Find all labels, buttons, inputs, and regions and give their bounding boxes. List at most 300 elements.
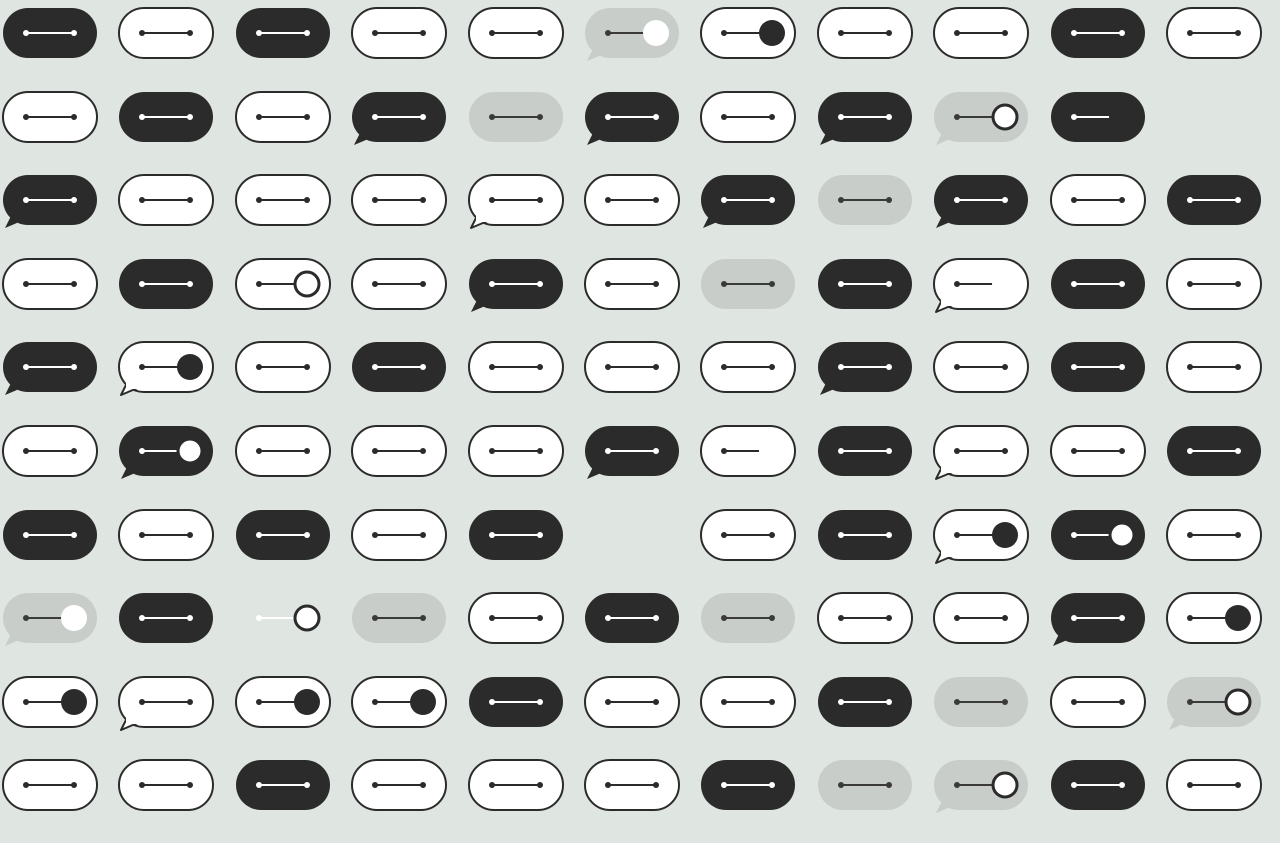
toggle-bubble[interactable]	[933, 258, 1049, 342]
track-dot	[304, 782, 310, 788]
track-dot	[721, 114, 727, 120]
track-dot	[537, 281, 543, 287]
track-dot	[1187, 364, 1193, 370]
track-dot	[372, 364, 378, 370]
toggle-bubble[interactable]	[351, 676, 467, 760]
track-dot	[71, 30, 77, 36]
dark-bubble	[817, 341, 933, 425]
track-dot	[23, 532, 29, 538]
track-dot	[23, 782, 29, 788]
gray-bubble	[351, 592, 467, 676]
track-dot	[721, 699, 727, 705]
track-dot	[1187, 615, 1193, 621]
track-dot	[187, 30, 193, 36]
track-dot	[304, 532, 310, 538]
track-dot	[886, 30, 892, 36]
white-bubble	[351, 509, 467, 593]
gray-bubble	[817, 759, 933, 843]
track-dot	[71, 114, 77, 120]
dark-bubble	[2, 7, 118, 91]
track-dot	[304, 448, 310, 454]
track-dot	[304, 114, 310, 120]
track-dot	[886, 364, 892, 370]
white-bubble	[584, 174, 700, 258]
track-dot	[71, 448, 77, 454]
white-bubble	[2, 759, 118, 843]
track-dot	[1002, 197, 1008, 203]
dark-knob-icon	[1109, 104, 1135, 130]
track-dot	[256, 448, 262, 454]
track-dot	[1119, 281, 1125, 287]
track-dot	[1071, 114, 1077, 120]
track-dot	[1002, 615, 1008, 621]
toggle-bubble[interactable]	[1166, 676, 1280, 760]
track-dot	[71, 197, 77, 203]
toggle-bubble[interactable]	[118, 341, 234, 425]
dark-knob-icon	[759, 20, 785, 46]
white-bubble	[351, 174, 467, 258]
track-dot	[721, 281, 727, 287]
track-dot	[769, 114, 775, 120]
track-dot	[187, 281, 193, 287]
dark-bubble	[817, 509, 933, 593]
track-dot	[838, 364, 844, 370]
track-dot	[23, 448, 29, 454]
white-bubble	[468, 7, 584, 91]
toggle-bubble[interactable]	[933, 91, 1049, 175]
dark-knob-icon	[61, 689, 87, 715]
white-bubble	[118, 509, 234, 593]
gray-bubble	[700, 592, 816, 676]
outlined-knob-icon	[295, 606, 319, 630]
gray-bubble	[817, 174, 933, 258]
track-dot	[1119, 30, 1125, 36]
white-bubble	[584, 759, 700, 843]
track-dot	[304, 197, 310, 203]
toggle-bubble[interactable]	[1166, 592, 1280, 676]
track-dot	[605, 197, 611, 203]
track-dot	[256, 281, 262, 287]
toggle-bubble[interactable]	[933, 759, 1049, 843]
track-dot	[954, 448, 960, 454]
white-bubble	[700, 676, 816, 760]
track-dot	[1235, 532, 1241, 538]
track-dot	[489, 114, 495, 120]
track-dot	[23, 30, 29, 36]
track-dot	[537, 615, 543, 621]
track-dot	[139, 448, 145, 454]
white-bubble	[1166, 509, 1280, 593]
dark-bubble	[584, 592, 700, 676]
track-dot	[537, 114, 543, 120]
track-dot	[954, 615, 960, 621]
track-dot	[605, 699, 611, 705]
track-dot	[653, 197, 659, 203]
track-dot	[489, 699, 495, 705]
track-dot	[372, 448, 378, 454]
track-dot	[420, 782, 426, 788]
track-dot	[372, 699, 378, 705]
track-dot	[838, 30, 844, 36]
gray-bubble	[468, 91, 584, 175]
track-dot	[23, 114, 29, 120]
track-dot	[954, 699, 960, 705]
track-dot	[1235, 448, 1241, 454]
track-dot	[769, 782, 775, 788]
track-dot	[537, 364, 543, 370]
track-dot	[420, 30, 426, 36]
track-dot	[489, 532, 495, 538]
track-dot	[187, 782, 193, 788]
white-bubble	[584, 258, 700, 342]
toggle-bubble[interactable]	[235, 676, 351, 760]
track-dot	[954, 114, 960, 120]
track-dot	[1187, 30, 1193, 36]
outlined-knob-icon	[178, 439, 202, 463]
track-dot	[721, 364, 727, 370]
white-bubble	[235, 174, 351, 258]
track-dot	[886, 197, 892, 203]
toggle-bubble[interactable]	[2, 676, 118, 760]
track-dot	[139, 114, 145, 120]
track-dot	[420, 364, 426, 370]
white-bubble	[2, 91, 118, 175]
white-bubble	[2, 425, 118, 509]
white-bubble	[1166, 258, 1280, 342]
dark-bubble	[817, 676, 933, 760]
outlined-knob-icon	[993, 105, 1017, 129]
track-dot	[1071, 782, 1077, 788]
track-dot	[605, 364, 611, 370]
dark-bubble	[468, 509, 584, 593]
white-bubble	[584, 676, 700, 760]
dark-bubble	[700, 174, 816, 258]
track-dot	[1071, 30, 1077, 36]
track-dot	[420, 114, 426, 120]
white-bubble	[817, 592, 933, 676]
dark-bubble	[1050, 341, 1166, 425]
toggle-bubble[interactable]	[1050, 509, 1166, 593]
white-bubble	[584, 341, 700, 425]
white-bubble	[118, 676, 234, 760]
track-dot	[139, 197, 145, 203]
track-dot	[954, 364, 960, 370]
track-dot	[1119, 615, 1125, 621]
track-dot	[420, 197, 426, 203]
track-dot	[954, 782, 960, 788]
track-dot	[886, 532, 892, 538]
gray-bubble	[933, 676, 1049, 760]
track-dot	[71, 281, 77, 287]
track-dot	[420, 615, 426, 621]
track-dot	[653, 114, 659, 120]
track-dot	[23, 197, 29, 203]
track-dot	[420, 281, 426, 287]
track-dot	[489, 364, 495, 370]
track-dot	[721, 532, 727, 538]
outlined-knob-icon	[1110, 523, 1134, 547]
dark-bubble	[817, 91, 933, 175]
track-dot	[1002, 699, 1008, 705]
track-dot	[139, 30, 145, 36]
track-dot	[886, 114, 892, 120]
track-dot	[420, 532, 426, 538]
track-dot	[256, 699, 262, 705]
track-dot	[23, 615, 29, 621]
track-dot	[1187, 197, 1193, 203]
toggle-bubble[interactable]	[933, 509, 1049, 593]
track-dot	[1187, 281, 1193, 287]
track-dot	[187, 532, 193, 538]
track-dot	[886, 281, 892, 287]
track-dot	[1235, 30, 1241, 36]
track-dot	[1071, 281, 1077, 287]
track-dot	[769, 364, 775, 370]
track-dot	[1187, 448, 1193, 454]
dark-bubble	[118, 91, 234, 175]
track-dot	[256, 30, 262, 36]
white-bubble	[933, 7, 1049, 91]
track-dot	[769, 281, 775, 287]
track-dot	[1002, 448, 1008, 454]
track-dot	[653, 281, 659, 287]
white-bubble	[468, 592, 584, 676]
track-dot	[187, 197, 193, 203]
track-dot	[1071, 364, 1077, 370]
track-dot	[954, 532, 960, 538]
white-bubble	[118, 759, 234, 843]
dark-bubble	[1166, 425, 1280, 509]
white-bubble	[1050, 676, 1166, 760]
track-dot	[372, 782, 378, 788]
toggle-bubble[interactable]	[700, 425, 816, 509]
white-bubble	[235, 91, 351, 175]
track-dot	[954, 281, 960, 287]
track-dot	[1071, 615, 1077, 621]
dark-bubble	[817, 258, 933, 342]
outlined-knob-icon	[295, 272, 319, 296]
track-dot	[1119, 448, 1125, 454]
track-dot	[653, 448, 659, 454]
track-dot	[537, 532, 543, 538]
empty-slot	[584, 509, 700, 593]
track-dot	[1119, 364, 1125, 370]
track-dot	[1071, 448, 1077, 454]
white-bubble	[933, 341, 1049, 425]
track-dot	[256, 782, 262, 788]
track-dot	[886, 782, 892, 788]
track-dot	[1002, 30, 1008, 36]
dark-bubble	[118, 592, 234, 676]
white-bubble	[817, 7, 933, 91]
track-dot	[886, 699, 892, 705]
track-dot	[372, 532, 378, 538]
white-bubble	[1166, 7, 1280, 91]
track-dot	[537, 699, 543, 705]
track-dot	[1119, 782, 1125, 788]
track-dot	[489, 448, 495, 454]
track-dot	[1235, 197, 1241, 203]
toggle-bubble[interactable]	[118, 425, 234, 509]
track-dot	[420, 448, 426, 454]
track-dot	[1071, 197, 1077, 203]
track-dot	[304, 364, 310, 370]
track-dot	[653, 782, 659, 788]
dark-bubble	[235, 509, 351, 593]
empty-slot	[1166, 91, 1280, 175]
dark-bubble	[235, 7, 351, 91]
dark-bubble	[1050, 258, 1166, 342]
gray-bubble	[700, 258, 816, 342]
track-dot	[23, 699, 29, 705]
dark-bubble	[817, 425, 933, 509]
dark-bubble	[351, 341, 467, 425]
white-bubble	[1166, 759, 1280, 843]
track-dot	[721, 197, 727, 203]
track-dot	[139, 532, 145, 538]
track-dot	[838, 532, 844, 538]
track-dot	[256, 615, 262, 621]
white-bubble	[700, 509, 816, 593]
track-dot	[721, 448, 727, 454]
track-dot	[838, 114, 844, 120]
track-dot	[372, 615, 378, 621]
white-bubble	[351, 425, 467, 509]
toggle-bubble[interactable]	[1050, 91, 1166, 175]
dark-bubble	[235, 759, 351, 843]
white-bubble	[351, 759, 467, 843]
track-dot	[653, 615, 659, 621]
track-dot	[537, 448, 543, 454]
dark-knob-icon	[294, 689, 320, 715]
track-dot	[304, 30, 310, 36]
toggle-bubble[interactable]	[235, 258, 351, 342]
track-dot	[372, 281, 378, 287]
track-dot	[537, 197, 543, 203]
white-bubble	[1166, 341, 1280, 425]
track-dot	[954, 197, 960, 203]
track-dot	[886, 615, 892, 621]
track-dot	[489, 30, 495, 36]
track-dot	[886, 448, 892, 454]
track-dot	[605, 448, 611, 454]
track-dot	[721, 30, 727, 36]
track-dot	[1119, 699, 1125, 705]
track-dot	[71, 782, 77, 788]
track-dot	[838, 782, 844, 788]
dark-bubble	[1050, 7, 1166, 91]
track-dot	[537, 30, 543, 36]
track-dot	[139, 699, 145, 705]
dark-knob-icon	[410, 689, 436, 715]
track-dot	[71, 364, 77, 370]
track-dot	[1071, 699, 1077, 705]
dark-bubble	[2, 509, 118, 593]
soft-knob-icon	[759, 438, 785, 464]
track-dot	[605, 30, 611, 36]
dark-bubble	[933, 174, 1049, 258]
outlined-knob-icon	[993, 773, 1017, 797]
track-dot	[1071, 532, 1077, 538]
track-dot	[537, 782, 543, 788]
track-dot	[489, 281, 495, 287]
dark-bubble	[468, 676, 584, 760]
track-dot	[23, 364, 29, 370]
dark-knob-icon	[1225, 605, 1251, 631]
dark-bubble	[2, 341, 118, 425]
track-dot	[838, 281, 844, 287]
white-bubble	[700, 341, 816, 425]
track-dot	[187, 615, 193, 621]
track-dot	[139, 782, 145, 788]
toggle-bubble[interactable]	[584, 7, 700, 91]
track-dot	[1235, 281, 1241, 287]
dark-bubble	[700, 759, 816, 843]
track-dot	[721, 615, 727, 621]
track-dot	[256, 364, 262, 370]
track-dot	[769, 197, 775, 203]
track-dot	[653, 364, 659, 370]
track-dot	[838, 448, 844, 454]
track-dot	[71, 532, 77, 538]
track-dot	[1235, 364, 1241, 370]
toggle-bubble[interactable]	[700, 7, 816, 91]
track-dot	[372, 30, 378, 36]
track-dot	[1002, 364, 1008, 370]
white-bubble	[933, 592, 1049, 676]
dark-bubble	[468, 258, 584, 342]
soft-knob-icon	[643, 20, 669, 46]
dark-bubble	[1050, 759, 1166, 843]
track-dot	[1187, 699, 1193, 705]
track-dot	[653, 699, 659, 705]
track-dot	[489, 197, 495, 203]
white-bubble	[235, 341, 351, 425]
track-dot	[256, 532, 262, 538]
track-dot	[187, 114, 193, 120]
toggle-bubble[interactable]	[2, 592, 118, 676]
toggle-bubble[interactable]	[235, 592, 351, 676]
track-dot	[1187, 532, 1193, 538]
soft-knob-icon	[61, 605, 87, 631]
track-dot	[721, 782, 727, 788]
track-dot	[489, 782, 495, 788]
white-bubble	[468, 341, 584, 425]
track-dot	[256, 197, 262, 203]
white-bubble	[468, 174, 584, 258]
white-bubble	[933, 425, 1049, 509]
dark-knob-icon	[177, 354, 203, 380]
dark-bubble	[1166, 174, 1280, 258]
track-dot	[838, 699, 844, 705]
track-dot	[139, 281, 145, 287]
dark-bubble	[351, 91, 467, 175]
track-dot	[954, 30, 960, 36]
white-bubble	[1050, 425, 1166, 509]
white-bubble	[2, 258, 118, 342]
white-bubble	[700, 91, 816, 175]
dark-bubble	[1050, 592, 1166, 676]
track-dot	[838, 615, 844, 621]
white-bubble	[468, 425, 584, 509]
track-dot	[605, 782, 611, 788]
track-dot	[372, 197, 378, 203]
track-dot	[489, 615, 495, 621]
track-dot	[838, 197, 844, 203]
white-bubble	[351, 258, 467, 342]
track-dot	[1119, 197, 1125, 203]
white-bubble	[235, 425, 351, 509]
